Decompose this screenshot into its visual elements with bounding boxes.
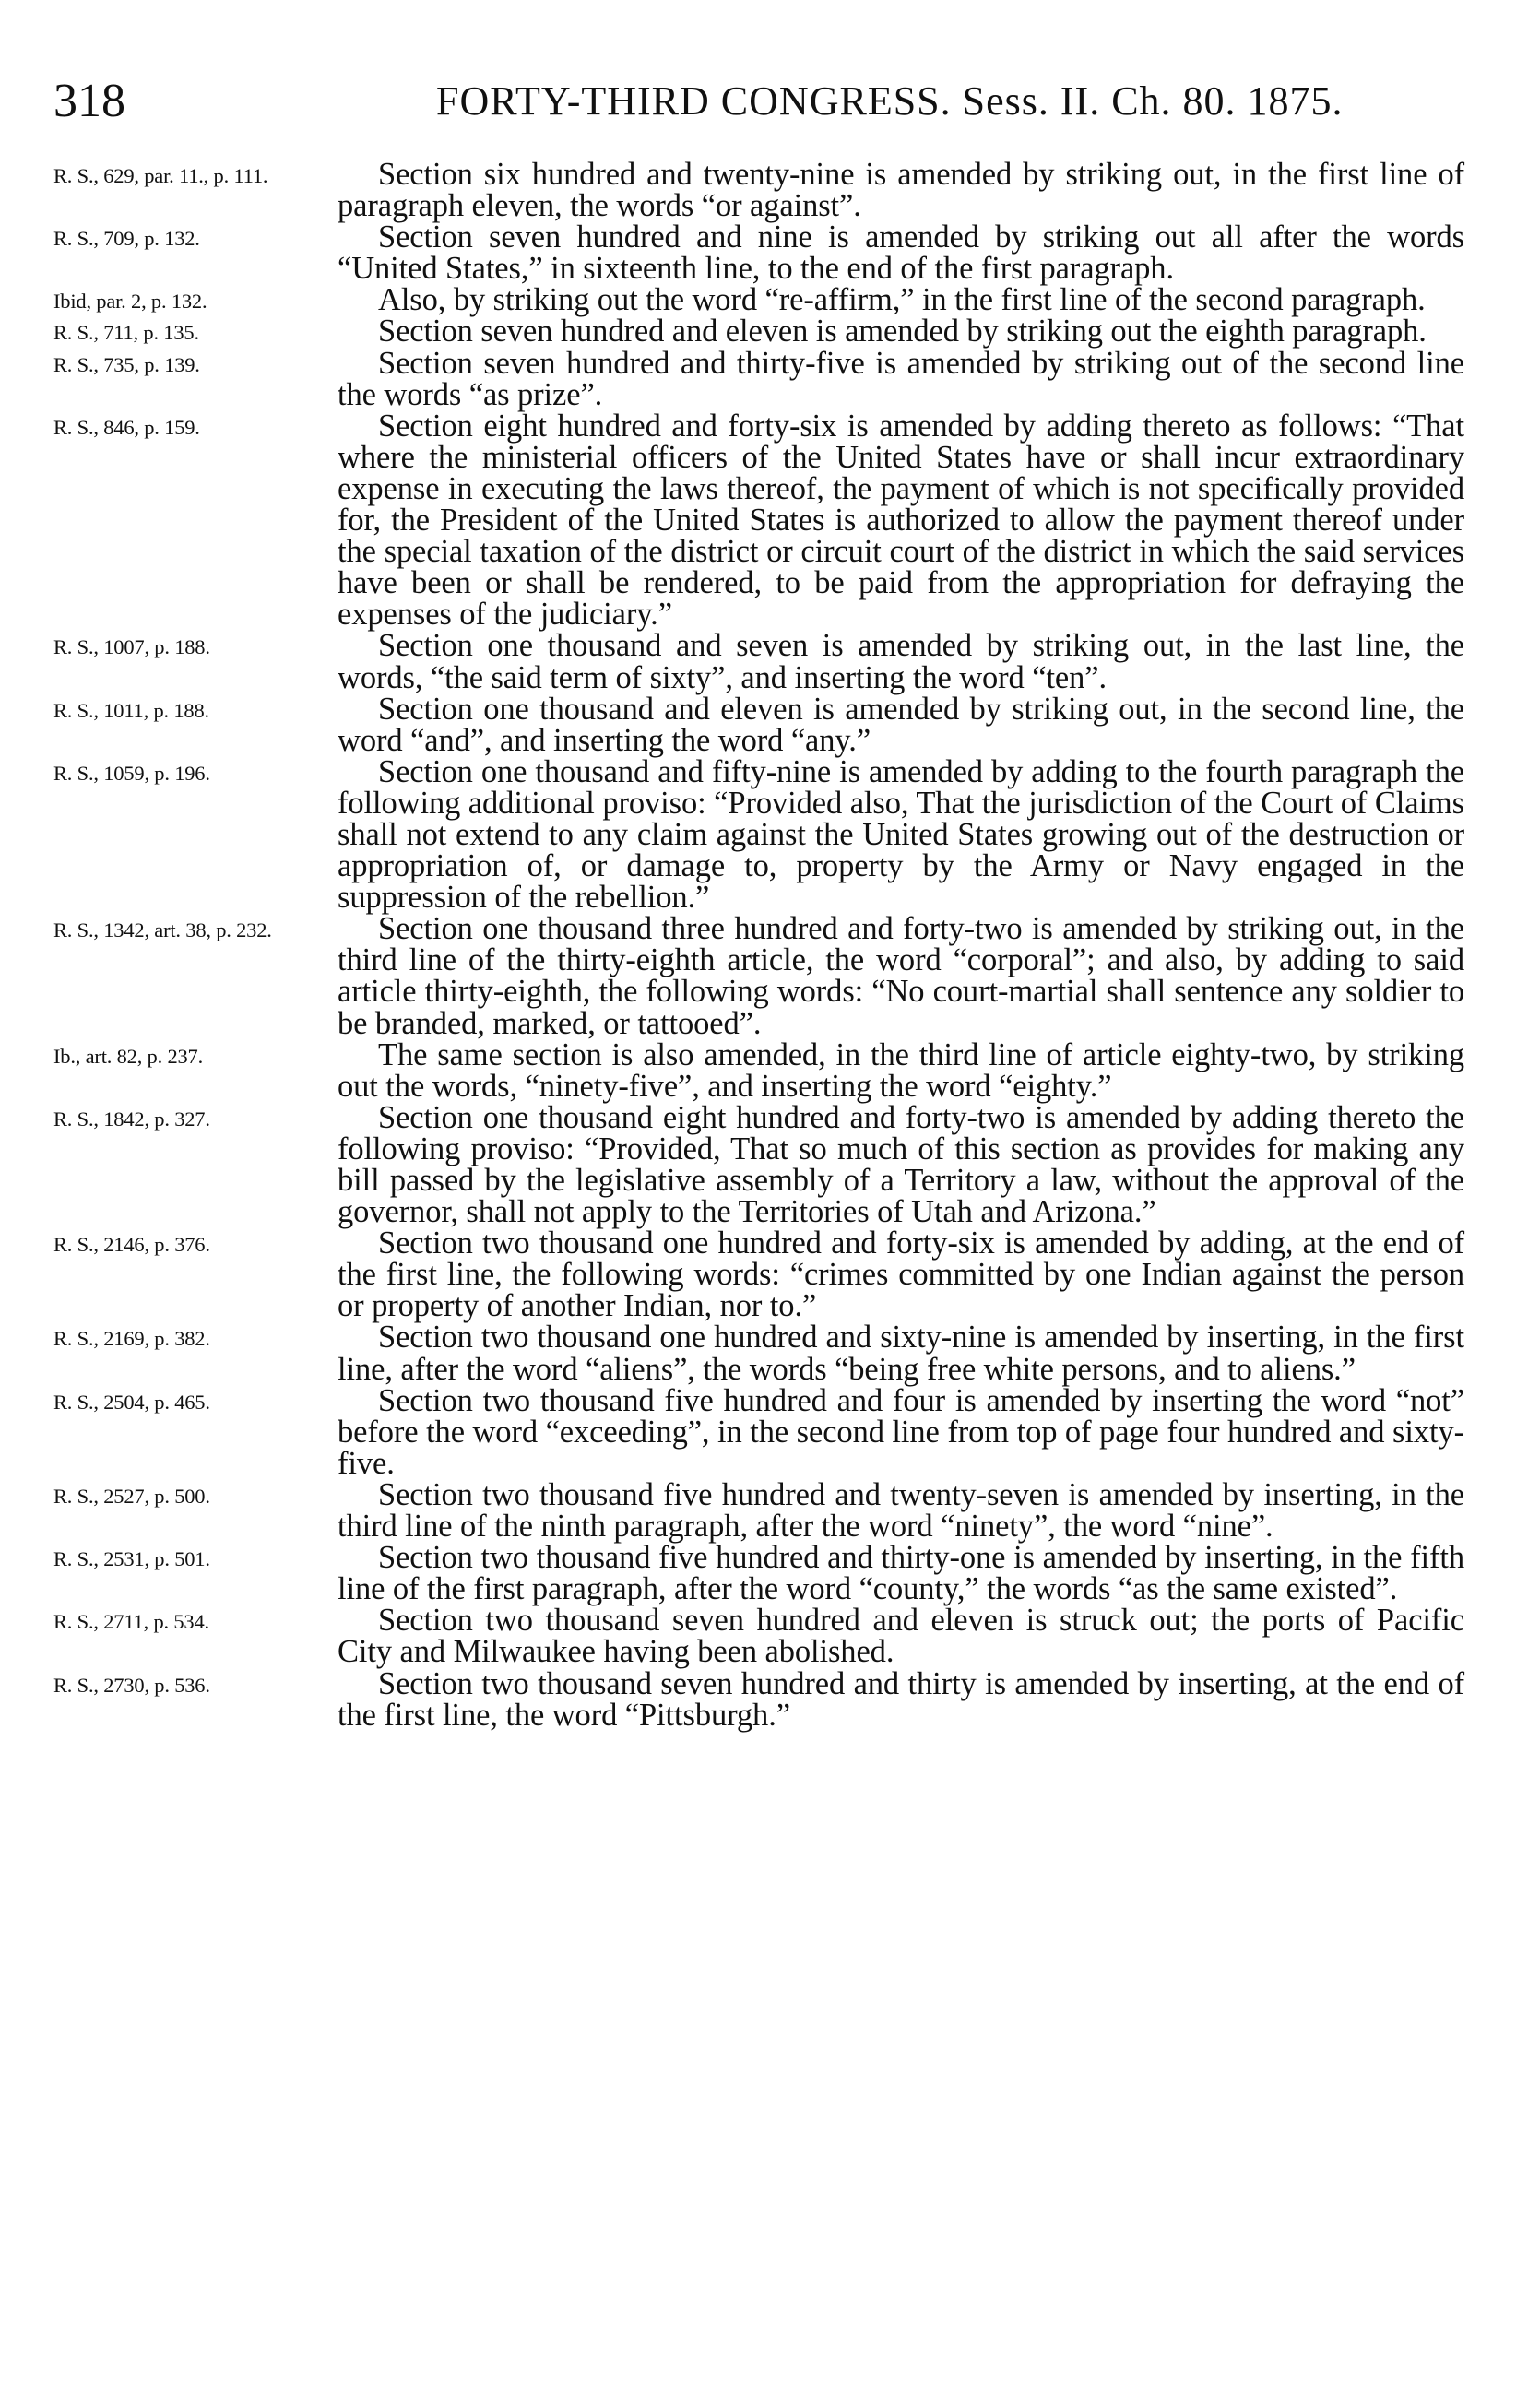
- section-paragraph: Section eight hundred and forty-six is amended by adding thereto as follows: “That where the ministerial officers of the United States have or shall incur extraordinary expense in executing the laws thereof, the payment of which is not specifically provided for, the President of the United States is authorized to allow the payment thereof under the special taxation of the district or circuit court of the district in which the said services have been or shall be rendered, to be paid from the appropriation for defraying the expenses of the judiciary.”: [338, 408, 1464, 633]
- statute-entry: [53, 315, 1464, 347]
- statute-entry: [53, 630, 1464, 693]
- statute-entry: [53, 282, 1464, 318]
- margin-note: R. S., 1342, art. 38, p. 232.: [53, 918, 272, 942]
- section-paragraph: Section two thousand five hundred and thirty-one is amended by inserting, in the fifth line of the first paragraph, after the word “county,” the words “as the same existed”.: [338, 1540, 1464, 1607]
- margin-note: Ib., art. 82, p. 237.: [53, 1044, 204, 1068]
- margin-note: R. S., 1007, p. 188.: [53, 635, 210, 659]
- margin-note: R. S., 711, p. 135.: [53, 321, 199, 345]
- running-head: FORTY-THIRD CONGRESS. Sess. II. Ch. 80. 1875.: [436, 78, 1344, 124]
- statute-entry: [53, 1665, 1464, 1733]
- section-paragraph: Section seven hundred and eleven is amended by striking out the eighth paragraph.: [378, 314, 1427, 349]
- margin-note: R. S., 846, p. 159.: [53, 415, 200, 439]
- margin-note: R. S., 2169, p. 382.: [53, 1327, 210, 1351]
- statute-entry: [53, 345, 1464, 412]
- statute-entry: [53, 1382, 1464, 1481]
- section-paragraph: Section two thousand five hundred and four is amended by inserting the word “not” before the word “exceeding”, in the second line from top of page four hundred and sixty-five.: [338, 1382, 1464, 1481]
- margin-note: R. S., 2531, p. 501.: [53, 1547, 210, 1571]
- section-paragraph: Section one thousand and eleven is amended by striking out, in the second line, the word “and”, and inserting the word “any.”: [338, 691, 1464, 758]
- statute-entry: [53, 410, 1464, 631]
- statute-entry: [53, 693, 1464, 756]
- margin-note: R. S., 629, par. 11., p. 111.: [53, 164, 268, 187]
- margin-note: R. S., 2730, p. 536.: [53, 1673, 210, 1697]
- margin-note: R. S., 2711, p. 534.: [53, 1610, 209, 1634]
- section-paragraph: Section two thousand seven hundred and eleven is struck out; the ports of Pacific City and Milwaukee having been abolished.: [338, 1603, 1464, 1670]
- statute-entry: [53, 753, 1464, 916]
- margin-note: R. S., 2527, p. 500.: [53, 1484, 210, 1508]
- section-paragraph: Section one thousand and seven is amended by striking out, in the last line, the words, “the said term of sixty”, and inserting the word “ten”.: [338, 628, 1464, 695]
- section-paragraph: Also, by striking out the word “re-affirm,” in the first line of the second paragraph.: [378, 282, 1426, 318]
- statute-entry: [53, 1320, 1464, 1387]
- page-header: [53, 74, 1381, 129]
- margin-note: R. S., 1011, p. 188.: [53, 698, 209, 722]
- statute-entry: [53, 1476, 1464, 1545]
- statute-entry: [53, 1036, 1464, 1104]
- statute-entry: [53, 1226, 1464, 1324]
- statute-entry: [53, 1542, 1464, 1605]
- section-paragraph: Section seven hundred and thirty-five is amended by striking out of the second line the words “as prize”.: [338, 345, 1464, 412]
- section-paragraph: Section two thousand one hundred and forty-six is amended by adding, at the end of the first line, the following words: “crimes committed by one Indian against the person or property of another Indian, nor to.”: [338, 1226, 1464, 1324]
- statute-entries: [53, 159, 1464, 1731]
- margin-note: R. S., 1842, p. 327.: [53, 1107, 210, 1131]
- margin-note: R. S., 2146, p. 376.: [53, 1233, 210, 1257]
- margin-note: Ibid, par. 2, p. 132.: [53, 290, 207, 314]
- section-paragraph: Section two thousand one hundred and sixty-nine is amended by inserting, in the first line, after the word “aliens”, the words “being free white persons, and to aliens.”: [338, 1320, 1464, 1387]
- section-paragraph: Section seven hundred and nine is amended by striking out all after the words “United States,” in sixteenth line, to the end of the first paragraph.: [338, 219, 1464, 287]
- statute-entry: [53, 157, 1464, 224]
- section-paragraph: Section two thousand five hundred and twenty-seven is amended by inserting, in the third line of the ninth paragraph, after the word “ninety”, the word “nine”.: [338, 1476, 1464, 1545]
- section-paragraph: Section six hundred and twenty-nine is amended by striking out, in the first line of paragraph eleven, the words “or against”.: [338, 157, 1464, 224]
- section-paragraph: Section two thousand seven hundred and thirty is amended by inserting, at the end of the first line, the word “Pittsburgh.”: [338, 1665, 1464, 1733]
- statute-entry: [53, 911, 1464, 1041]
- margin-note: R. S., 2504, p. 465.: [53, 1390, 210, 1414]
- section-paragraph: Section one thousand three hundred and forty-two is amended by striking out, in the third line of the thirty-eighth article, the word “corporal”; and also, by adding to said article thirty-eighth, the following words: “No court-martial shall sentence any soldier to be branded, marked, or tattooed”.: [338, 911, 1464, 1041]
- section-paragraph: The same section is also amended, in the third line of article eighty-two, by striking out the words, “ninety-five”, and inserting the word “eighty.”: [338, 1036, 1464, 1104]
- margin-note: R. S., 1059, p. 196.: [53, 761, 210, 785]
- page-number: 318: [53, 75, 125, 127]
- statute-entry: [53, 219, 1464, 287]
- section-paragraph: Section one thousand eight hundred and forty-two is amended by adding thereto the following proviso: “Provided, That so much of this section as provides for making any bill passed by the legislative assembly of a Territory a law, without the approval of the governor, shall not apply to the Territories of Utah and Arizona.”: [338, 1099, 1464, 1230]
- statute-entry: [53, 1099, 1464, 1230]
- margin-note: R. S., 735, p. 139.: [53, 352, 200, 376]
- margin-note: R. S., 709, p. 132.: [53, 227, 200, 251]
- section-paragraph: Section one thousand and fifty-nine is amended by adding to the fourth paragraph the following additional proviso: “Provided also, That the jurisdiction of the Court of Claims shall not extend to any claim against the United States growing out of the destruction or appropriation of, or damage to, property by the Army or Navy engaged in the suppression of the rebellion.”: [338, 753, 1464, 916]
- statute-entry: [53, 1603, 1464, 1670]
